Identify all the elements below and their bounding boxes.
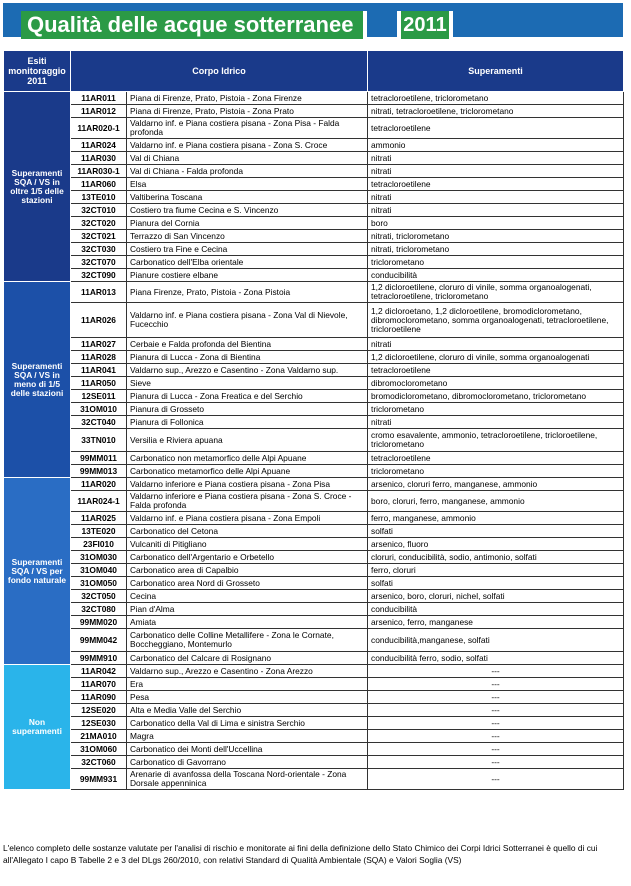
exceedances: boro, cloruri, ferro, manganese, ammonio bbox=[368, 491, 624, 512]
exceedances: dibromoclorometano bbox=[368, 377, 624, 390]
water-body-name: Carbonatico del Calcare di Rosignano bbox=[127, 652, 368, 665]
water-body-name: Carbonatico non metamorfico delle Alpi Apuane bbox=[127, 452, 368, 465]
water-body-code: 11AR030 bbox=[71, 152, 127, 165]
water-body-code: 33TN010 bbox=[71, 429, 127, 452]
water-body-code: 31OM030 bbox=[71, 551, 127, 564]
water-body-name: Valdarno inf. e Piana costiera pisana - Zona Empoli bbox=[127, 512, 368, 525]
table-row bbox=[4, 377, 624, 390]
exceedances: conducibilità,manganese, solfati bbox=[368, 629, 624, 652]
table-row bbox=[4, 256, 624, 269]
water-body-code: 31OM040 bbox=[71, 564, 127, 577]
exceedances: --- bbox=[368, 730, 624, 743]
table-row bbox=[4, 303, 624, 338]
water-body-code: 31OM010 bbox=[71, 403, 127, 416]
table-row bbox=[4, 616, 624, 629]
water-body-name: Cecina bbox=[127, 590, 368, 603]
table-row bbox=[4, 230, 624, 243]
table-row bbox=[4, 338, 624, 351]
water-body-code: 32CT021 bbox=[71, 230, 127, 243]
exceedances: cloruri, conducibilità, sodio, antimonio, solfati bbox=[368, 551, 624, 564]
water-body-code: 11AR060 bbox=[71, 178, 127, 191]
water-body-code: 11AR026 bbox=[71, 303, 127, 338]
water-body-name: Piana Firenze, Prato, Pistoia - Zona Pistoia bbox=[127, 282, 368, 303]
exceedances: 1,2 dicloroetano, 1,2 dicloroetilene, bromodiclorometano, dibromoclorometano, somma organoalogenati, tetracloroetilene, tricloroetilene bbox=[368, 303, 624, 338]
exceedances: arsenico, boro, cloruri, nichel, solfati bbox=[368, 590, 624, 603]
table-row bbox=[4, 465, 624, 478]
table-row bbox=[4, 564, 624, 577]
exceedances: --- bbox=[368, 665, 624, 678]
water-body-name: Valdarno inferiore e Piana costiera pisana - Zona Pisa bbox=[127, 478, 368, 491]
water-body-code: 12SE020 bbox=[71, 704, 127, 717]
table-row bbox=[4, 351, 624, 364]
exceedances: tetracloroetilene bbox=[368, 364, 624, 377]
exceedances: arsenico, cloruri ferro, manganese, ammonio bbox=[368, 478, 624, 491]
water-body-name: Carbonatico area di Capalbio bbox=[127, 564, 368, 577]
footnote: L'elenco completo delle sostanze valutate per l'analisi di rischio e monitorate ai fini della definizione dello Stato Chimico dei Corpi Idrici Sotterranei è quello di cui all'Allegato I capo B Tabelle 2 e 3 del DLgs 260/2010, con relativi Standard di Qualità Ambientale (SQA) e Valori Soglia (VS) bbox=[3, 843, 598, 865]
table-row bbox=[4, 525, 624, 538]
water-body-code: 11AR013 bbox=[71, 282, 127, 303]
water-body-code: 11AR090 bbox=[71, 691, 127, 704]
table-row bbox=[4, 538, 624, 551]
water-body-code: 12SE030 bbox=[71, 717, 127, 730]
water-body-name: Pianura del Cornia bbox=[127, 217, 368, 230]
water-body-name: Era bbox=[127, 678, 368, 691]
water-body-name: Carbonatico delle Colline Metallifere - Zona le Cornate, Boccheggiano, Montemurlo bbox=[127, 629, 368, 652]
water-body-code: 23FI010 bbox=[71, 538, 127, 551]
water-body-name: Cerbaie e Falda profonda del Bientina bbox=[127, 338, 368, 351]
exceedances: --- bbox=[368, 756, 624, 769]
water-body-name: Pianura di Lucca - Zona Freatica e del Serchio bbox=[127, 390, 368, 403]
table-row bbox=[4, 743, 624, 756]
table-row bbox=[4, 717, 624, 730]
water-body-name: Pianura di Grosseto bbox=[127, 403, 368, 416]
water-body-code: 99MM013 bbox=[71, 465, 127, 478]
exceedances: ammonio bbox=[368, 139, 624, 152]
exceedances: bromodiclorometano, dibromoclorometano, triclorometano bbox=[368, 390, 624, 403]
exceedances: conducibilità bbox=[368, 603, 624, 616]
water-body-code: 32CT010 bbox=[71, 204, 127, 217]
water-body-code: 11AR041 bbox=[71, 364, 127, 377]
table-row bbox=[4, 478, 624, 491]
table-row bbox=[4, 92, 624, 105]
group-label: Superamenti SQA / VS in meno di 1/5 delle stazioni bbox=[4, 282, 71, 478]
exceedances: nitrati bbox=[368, 165, 624, 178]
water-body-code: 11AR042 bbox=[71, 665, 127, 678]
water-body-code: 31OM050 bbox=[71, 577, 127, 590]
table-row bbox=[4, 665, 624, 678]
table-row bbox=[4, 191, 624, 204]
water-body-name: Carbonatico dell'Argentario e Orbetello bbox=[127, 551, 368, 564]
water-body-code: 11AR025 bbox=[71, 512, 127, 525]
header-corpo-idrico: Corpo Idrico bbox=[71, 51, 368, 92]
table-row bbox=[4, 243, 624, 256]
water-body-code: 99MM020 bbox=[71, 616, 127, 629]
water-body-name: Pianure costiere elbane bbox=[127, 269, 368, 282]
exceedances: nitrati bbox=[368, 204, 624, 217]
water-body-name: Carbonatico metamorfico delle Alpi Apuane bbox=[127, 465, 368, 478]
table-row bbox=[4, 139, 624, 152]
water-body-name: Amiata bbox=[127, 616, 368, 629]
water-body-code: 11AR027 bbox=[71, 338, 127, 351]
water-body-name: Valdarno inf. e Piana costiera pisana - Zona Pisa - Falda profonda bbox=[127, 118, 368, 139]
table-row bbox=[4, 165, 624, 178]
exceedances: tetracloroetilene bbox=[368, 118, 624, 139]
water-body-code: 31OM060 bbox=[71, 743, 127, 756]
water-body-code: 11AR024 bbox=[71, 139, 127, 152]
exceedances: ferro, manganese, ammonio bbox=[368, 512, 624, 525]
table-row bbox=[4, 178, 624, 191]
water-body-code: 11AR020 bbox=[71, 478, 127, 491]
water-body-name: Pianura di Follonica bbox=[127, 416, 368, 429]
table-row bbox=[4, 364, 624, 377]
water-body-name: Valdarno sup., Arezzo e Casentino - Zona Valdarno sup. bbox=[127, 364, 368, 377]
water-body-name: Elsa bbox=[127, 178, 368, 191]
water-body-code: 11AR070 bbox=[71, 678, 127, 691]
water-body-code: 99MM931 bbox=[71, 769, 127, 790]
exceedances: conducibilità bbox=[368, 269, 624, 282]
exceedances: --- bbox=[368, 743, 624, 756]
exceedances: --- bbox=[368, 769, 624, 790]
water-body-code: 32CT050 bbox=[71, 590, 127, 603]
exceedances: nitrati bbox=[368, 152, 624, 165]
table-row bbox=[4, 105, 624, 118]
water-body-name: Valdarno inf. e Piana costiera pisana - Zona S. Croce bbox=[127, 139, 368, 152]
table-row bbox=[4, 577, 624, 590]
water-body-code: 11AR011 bbox=[71, 92, 127, 105]
monitoring-table bbox=[3, 50, 624, 790]
water-body-name: Valdarno inferiore e Piana costiera pisana - Zona S. Croce - Falda profonda bbox=[127, 491, 368, 512]
table-row bbox=[4, 652, 624, 665]
water-body-name: Alta e Media Valle del Serchio bbox=[127, 704, 368, 717]
table-row bbox=[4, 217, 624, 230]
exceedances: 1,2 dicloroetilene, cloruro di vinile, somma organoalogenati, tetracloroetilene, triclorometano bbox=[368, 282, 624, 303]
water-body-code: 32CT070 bbox=[71, 256, 127, 269]
water-body-code: 11AR030-1 bbox=[71, 165, 127, 178]
water-body-name: Costiero tra fiume Cecina e S. Vincenzo bbox=[127, 204, 368, 217]
page-title: Qualità delle acque sotterranee bbox=[21, 11, 367, 39]
table-row bbox=[4, 282, 624, 303]
exceedances: arsenico, fluoro bbox=[368, 538, 624, 551]
exceedances: tetracloroetilene bbox=[368, 178, 624, 191]
exceedances: nitrati, triclorometano bbox=[368, 230, 624, 243]
table-row bbox=[4, 204, 624, 217]
exceedances: triclorometano bbox=[368, 465, 624, 478]
year-badge: 2011 bbox=[397, 11, 453, 39]
water-body-code: 99MM011 bbox=[71, 452, 127, 465]
water-body-name: Vulcaniti di Pitigliano bbox=[127, 538, 368, 551]
group-label: Superamenti SQA / VS in oltre 1/5 delle stazioni bbox=[4, 92, 71, 282]
exceedances: solfati bbox=[368, 577, 624, 590]
water-body-code: 32CT030 bbox=[71, 243, 127, 256]
exceedances: nitrati bbox=[368, 191, 624, 204]
water-body-code: 13TE010 bbox=[71, 191, 127, 204]
water-body-name: Piana di Firenze, Prato, Pistoia - Zona Firenze bbox=[127, 92, 368, 105]
water-body-code: 11AR024-1 bbox=[71, 491, 127, 512]
water-body-name: Val di Chiana bbox=[127, 152, 368, 165]
water-body-code: 11AR012 bbox=[71, 105, 127, 118]
exceedances: conducibilità ferro, sodio, solfati bbox=[368, 652, 624, 665]
water-body-code: 11AR020-1 bbox=[71, 118, 127, 139]
table-row bbox=[4, 491, 624, 512]
water-body-name: Carbonatico dell'Elba orientale bbox=[127, 256, 368, 269]
exceedances: tetracloroetilene bbox=[368, 452, 624, 465]
water-body-code: 11AR028 bbox=[71, 351, 127, 364]
water-body-name: Pian d'Alma bbox=[127, 603, 368, 616]
exceedances: nitrati, tetracloroetilene, triclorometano bbox=[368, 105, 624, 118]
water-body-name: Magra bbox=[127, 730, 368, 743]
water-body-name: Carbonatico della Val di Lima e sinistra Serchio bbox=[127, 717, 368, 730]
table-row bbox=[4, 629, 624, 652]
table-row bbox=[4, 756, 624, 769]
water-body-name: Terrazzo di San Vincenzo bbox=[127, 230, 368, 243]
exceedances: --- bbox=[368, 704, 624, 717]
table-header-row bbox=[4, 51, 624, 92]
exceedances: nitrati, triclorometano bbox=[368, 243, 624, 256]
water-body-code: 32CT020 bbox=[71, 217, 127, 230]
water-body-name: Pesa bbox=[127, 691, 368, 704]
exceedances: triclorometano bbox=[368, 256, 624, 269]
group-label: Non superamenti bbox=[4, 665, 71, 790]
exceedances: nitrati bbox=[368, 338, 624, 351]
water-body-code: 32CT090 bbox=[71, 269, 127, 282]
table-row bbox=[4, 390, 624, 403]
water-body-code: 13TE020 bbox=[71, 525, 127, 538]
exceedances: arsenico, ferro, manganese bbox=[368, 616, 624, 629]
water-body-code: 32CT060 bbox=[71, 756, 127, 769]
table-row bbox=[4, 152, 624, 165]
exceedances: 1,2 dicloroetilene, cloruro di vinile, somma organoalogenati bbox=[368, 351, 624, 364]
table-row bbox=[4, 512, 624, 525]
water-body-name: Valdarno inf. e Piana costiera pisana - Zona Val di Nievole, Fucecchio bbox=[127, 303, 368, 338]
water-body-name: Carbonatico dei Monti dell'Uccellina bbox=[127, 743, 368, 756]
water-body-code: 32CT040 bbox=[71, 416, 127, 429]
exceedances: triclorometano bbox=[368, 403, 624, 416]
page-header bbox=[3, 3, 623, 37]
exceedances: nitrati bbox=[368, 416, 624, 429]
exceedances: --- bbox=[368, 691, 624, 704]
water-body-code: 32CT080 bbox=[71, 603, 127, 616]
water-body-name: Sieve bbox=[127, 377, 368, 390]
exceedances: solfati bbox=[368, 525, 624, 538]
table-row bbox=[4, 118, 624, 139]
water-body-name: Pianura di Lucca - Zona di Bientina bbox=[127, 351, 368, 364]
exceedances: boro bbox=[368, 217, 624, 230]
water-body-name: Piana di Firenze, Prato, Pistoia - Zona Prato bbox=[127, 105, 368, 118]
water-body-name: Carbonatico di Gavorrano bbox=[127, 756, 368, 769]
water-body-name: Versilia e Riviera apuana bbox=[127, 429, 368, 452]
table-row bbox=[4, 452, 624, 465]
exceedances: tetracloroetilene, triclorometano bbox=[368, 92, 624, 105]
table-row bbox=[4, 551, 624, 564]
table-row bbox=[4, 691, 624, 704]
table-row bbox=[4, 678, 624, 691]
group-label: Superamenti SQA / VS per fondo naturale bbox=[4, 478, 71, 665]
water-body-code: 99MM042 bbox=[71, 629, 127, 652]
table-row bbox=[4, 590, 624, 603]
table-row bbox=[4, 416, 624, 429]
water-body-code: 12SE011 bbox=[71, 390, 127, 403]
exceedances: --- bbox=[368, 678, 624, 691]
water-body-code: 99MM910 bbox=[71, 652, 127, 665]
water-body-name: Carbonatico area Nord di Grosseto bbox=[127, 577, 368, 590]
water-body-name: Costiero tra Fine e Cecina bbox=[127, 243, 368, 256]
exceedances: ferro, cloruri bbox=[368, 564, 624, 577]
water-body-code: 21MA010 bbox=[71, 730, 127, 743]
exceedances: cromo esavalente, ammonio, tetracloroetilene, tricloroetilene, triclorometano bbox=[368, 429, 624, 452]
header-esiti: Esiti monitoraggio 2011 bbox=[4, 51, 71, 92]
water-body-name: Carbonatico del Cetona bbox=[127, 525, 368, 538]
exceedances: --- bbox=[368, 717, 624, 730]
table-row bbox=[4, 730, 624, 743]
water-body-code: 11AR050 bbox=[71, 377, 127, 390]
water-body-name: Valdarno sup., Arezzo e Casentino - Zona Arezzo bbox=[127, 665, 368, 678]
water-body-name: Arenarie di avanfossa della Toscana Nord-orientale - Zona Dorsale appenninica bbox=[127, 769, 368, 790]
water-body-name: Valtiberina Toscana bbox=[127, 191, 368, 204]
table-row bbox=[4, 704, 624, 717]
table-row bbox=[4, 769, 624, 790]
table-row bbox=[4, 269, 624, 282]
table-row bbox=[4, 403, 624, 416]
header-superamenti: Superamenti bbox=[368, 51, 624, 92]
table-row bbox=[4, 603, 624, 616]
water-body-name: Val di Chiana - Falda profonda bbox=[127, 165, 368, 178]
table-row bbox=[4, 429, 624, 452]
